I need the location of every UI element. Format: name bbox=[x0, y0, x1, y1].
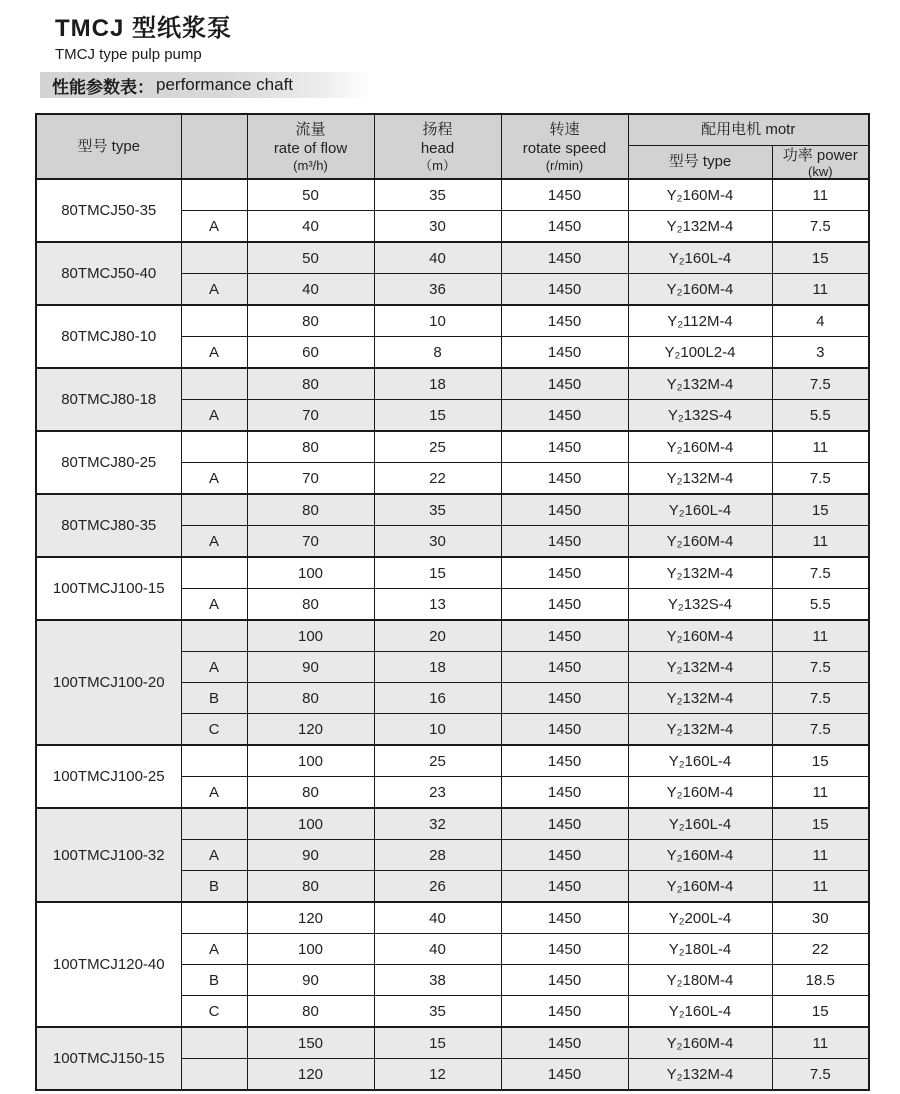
motor-cell: Y₂160M-4 bbox=[628, 620, 772, 652]
flow-cell: 80 bbox=[247, 871, 374, 903]
flow-cell: 80 bbox=[247, 494, 374, 526]
power-cell: 5.5 bbox=[772, 589, 869, 621]
power-cell: 15 bbox=[772, 242, 869, 274]
model-cell: 100TMCJ100-32 bbox=[36, 808, 181, 902]
col-header-motor-model: 型号 type bbox=[628, 146, 772, 180]
model-cell: 80TMCJ80-18 bbox=[36, 368, 181, 431]
head-cell: 22 bbox=[374, 463, 501, 495]
variant-cell bbox=[181, 808, 247, 840]
flow-cell: 120 bbox=[247, 1059, 374, 1091]
flow-cell: 80 bbox=[247, 368, 374, 400]
flow-cell: 80 bbox=[247, 777, 374, 809]
power-cell: 7.5 bbox=[772, 1059, 869, 1091]
col-header-motor-group: 配用电机 motr bbox=[628, 114, 869, 146]
motor-cell: Y₂160L-4 bbox=[628, 808, 772, 840]
flow-cell: 70 bbox=[247, 463, 374, 495]
col-header-variant bbox=[181, 114, 247, 179]
table-row bbox=[36, 902, 869, 934]
head-cell: 15 bbox=[374, 400, 501, 432]
header-row-1 bbox=[36, 114, 869, 146]
power-cell: 30 bbox=[772, 902, 869, 934]
power-cell: 15 bbox=[772, 494, 869, 526]
power-cell: 11 bbox=[772, 840, 869, 871]
head-cell: 35 bbox=[374, 179, 501, 211]
head-cell: 10 bbox=[374, 305, 501, 337]
speed-cell: 1450 bbox=[501, 808, 628, 840]
power-cell: 22 bbox=[772, 934, 869, 965]
flow-cell: 120 bbox=[247, 902, 374, 934]
head-cell: 26 bbox=[374, 871, 501, 903]
model-cell: 100TMCJ120-40 bbox=[36, 902, 181, 1027]
head-header-zh: 扬程 bbox=[422, 120, 453, 138]
speed-cell: 1450 bbox=[501, 1059, 628, 1091]
head-cell: 23 bbox=[374, 777, 501, 809]
power-cell: 7.5 bbox=[772, 463, 869, 495]
flow-cell: 70 bbox=[247, 400, 374, 432]
power-cell: 7.5 bbox=[772, 683, 869, 714]
section-title-en: performance chaft bbox=[156, 75, 294, 94]
power-cell: 7.5 bbox=[772, 211, 869, 243]
flow-cell: 100 bbox=[247, 745, 374, 777]
head-cell: 20 bbox=[374, 620, 501, 652]
power-cell: 11 bbox=[772, 274, 869, 306]
speed-cell: 1450 bbox=[501, 934, 628, 965]
head-cell: 18 bbox=[374, 652, 501, 683]
variant-cell: A bbox=[181, 337, 247, 369]
power-cell: 7.5 bbox=[772, 368, 869, 400]
motor-cell: Y₂160M-4 bbox=[628, 431, 772, 463]
head-cell: 10 bbox=[374, 714, 501, 746]
power-cell: 11 bbox=[772, 620, 869, 652]
speed-cell: 1450 bbox=[501, 745, 628, 777]
motor-cell: Y₂132M-4 bbox=[628, 557, 772, 589]
flow-cell: 90 bbox=[247, 652, 374, 683]
flow-cell: 80 bbox=[247, 996, 374, 1028]
motor-cell: Y₂200L-4 bbox=[628, 902, 772, 934]
table-row bbox=[36, 557, 869, 589]
flow-cell: 100 bbox=[247, 620, 374, 652]
flow-cell: 80 bbox=[247, 683, 374, 714]
flow-cell: 50 bbox=[247, 242, 374, 274]
flow-cell: 100 bbox=[247, 934, 374, 965]
speed-cell: 1450 bbox=[501, 1027, 628, 1059]
motor-cell: Y₂180M-4 bbox=[628, 965, 772, 996]
motor-cell: Y₂160L-4 bbox=[628, 242, 772, 274]
power-cell: 5.5 bbox=[772, 400, 869, 432]
speed-cell: 1450 bbox=[501, 211, 628, 243]
motor-cell: Y₂132S-4 bbox=[628, 400, 772, 432]
variant-cell: A bbox=[181, 589, 247, 621]
variant-cell: A bbox=[181, 274, 247, 306]
power-header-unit: (kw) bbox=[807, 163, 833, 179]
variant-cell bbox=[181, 431, 247, 463]
head-cell: 25 bbox=[374, 745, 501, 777]
speed-cell: 1450 bbox=[501, 683, 628, 714]
variant-cell: C bbox=[181, 714, 247, 746]
table-header bbox=[36, 114, 869, 179]
model-cell: 80TMCJ80-10 bbox=[36, 305, 181, 368]
head-cell: 40 bbox=[374, 902, 501, 934]
model-cell: 100TMCJ100-15 bbox=[36, 557, 181, 620]
motor-cell: Y₂160M-4 bbox=[628, 526, 772, 558]
flow-cell: 80 bbox=[247, 305, 374, 337]
variant-cell bbox=[181, 1059, 247, 1091]
variant-cell: A bbox=[181, 777, 247, 809]
power-cell: 15 bbox=[772, 996, 869, 1028]
speed-cell: 1450 bbox=[501, 871, 628, 903]
flow-cell: 40 bbox=[247, 211, 374, 243]
speed-cell: 1450 bbox=[501, 337, 628, 369]
flow-cell: 80 bbox=[247, 431, 374, 463]
power-cell: 7.5 bbox=[772, 652, 869, 683]
variant-cell: B bbox=[181, 683, 247, 714]
speed-header-unit: (r/min) bbox=[545, 157, 584, 173]
power-header-label: 功率 power bbox=[782, 147, 858, 165]
power-cell: 4 bbox=[772, 305, 869, 337]
variant-cell: A bbox=[181, 526, 247, 558]
variant-cell bbox=[181, 179, 247, 211]
motor-cell: Y₂160M-4 bbox=[628, 274, 772, 306]
power-cell: 15 bbox=[772, 808, 869, 840]
catalog-page bbox=[0, 8, 900, 1094]
variant-cell: C bbox=[181, 996, 247, 1028]
model-cell: 80TMCJ80-25 bbox=[36, 431, 181, 494]
speed-cell: 1450 bbox=[501, 620, 628, 652]
speed-cell: 1450 bbox=[501, 996, 628, 1028]
table-row bbox=[36, 179, 869, 211]
col-header-head bbox=[374, 114, 501, 179]
head-cell: 40 bbox=[374, 242, 501, 274]
speed-cell: 1450 bbox=[501, 431, 628, 463]
motor-cell: Y₂132S-4 bbox=[628, 589, 772, 621]
variant-cell: B bbox=[181, 965, 247, 996]
head-cell: 38 bbox=[374, 965, 501, 996]
table-row bbox=[36, 745, 869, 777]
motor-cell: Y₂180L-4 bbox=[628, 934, 772, 965]
page-subtitle: TMCJ type pulp pump bbox=[55, 46, 202, 63]
motor-cell: Y₂160L-4 bbox=[628, 996, 772, 1028]
head-cell: 40 bbox=[374, 934, 501, 965]
flow-cell: 100 bbox=[247, 808, 374, 840]
motor-cell: Y₂132M-4 bbox=[628, 368, 772, 400]
col-header-motor-power bbox=[772, 146, 869, 180]
head-cell: 16 bbox=[374, 683, 501, 714]
model-cell: 80TMCJ50-40 bbox=[36, 242, 181, 305]
variant-cell bbox=[181, 620, 247, 652]
motor-cell: Y₂132M-4 bbox=[628, 714, 772, 746]
speed-cell: 1450 bbox=[501, 652, 628, 683]
motor-cell: Y₂160L-4 bbox=[628, 494, 772, 526]
variant-cell: A bbox=[181, 934, 247, 965]
table-row bbox=[36, 808, 869, 840]
table-row bbox=[36, 368, 869, 400]
speed-cell: 1450 bbox=[501, 463, 628, 495]
speed-cell: 1450 bbox=[501, 368, 628, 400]
head-cell: 15 bbox=[374, 1027, 501, 1059]
speed-cell: 1450 bbox=[501, 242, 628, 274]
model-cell: 80TMCJ50-35 bbox=[36, 179, 181, 242]
power-cell: 11 bbox=[772, 526, 869, 558]
power-cell: 11 bbox=[772, 431, 869, 463]
head-cell: 15 bbox=[374, 557, 501, 589]
speed-cell: 1450 bbox=[501, 777, 628, 809]
head-cell: 30 bbox=[374, 526, 501, 558]
motor-cell: Y₂160M-4 bbox=[628, 179, 772, 211]
head-cell: 8 bbox=[374, 337, 501, 369]
table-row bbox=[36, 431, 869, 463]
speed-cell: 1450 bbox=[501, 965, 628, 996]
speed-cell: 1450 bbox=[501, 400, 628, 432]
variant-cell: A bbox=[181, 463, 247, 495]
speed-cell: 1450 bbox=[501, 305, 628, 337]
speed-cell: 1450 bbox=[501, 902, 628, 934]
section-header-bar bbox=[40, 72, 370, 98]
flow-cell: 80 bbox=[247, 589, 374, 621]
power-cell: 3 bbox=[772, 337, 869, 369]
flow-header-zh: 流量 bbox=[295, 120, 326, 138]
model-cell: 100TMCJ100-25 bbox=[36, 745, 181, 808]
variant-cell: B bbox=[181, 871, 247, 903]
flow-cell: 150 bbox=[247, 1027, 374, 1059]
power-cell: 15 bbox=[772, 745, 869, 777]
page-title: TMCJ 型纸浆泵 bbox=[55, 15, 232, 42]
table-row bbox=[36, 242, 869, 274]
power-cell: 7.5 bbox=[772, 557, 869, 589]
flow-header-unit: (m³/h) bbox=[293, 157, 328, 173]
speed-cell: 1450 bbox=[501, 494, 628, 526]
head-cell: 36 bbox=[374, 274, 501, 306]
power-cell: 11 bbox=[772, 777, 869, 809]
variant-cell: A bbox=[181, 840, 247, 871]
speed-cell: 1450 bbox=[501, 179, 628, 211]
speed-cell: 1450 bbox=[501, 589, 628, 621]
speed-cell: 1450 bbox=[501, 274, 628, 306]
head-cell: 28 bbox=[374, 840, 501, 871]
motor-cell: Y₂132M-4 bbox=[628, 463, 772, 495]
table-row bbox=[36, 305, 869, 337]
variant-cell: A bbox=[181, 400, 247, 432]
power-cell: 7.5 bbox=[772, 714, 869, 746]
motor-cell: Y₂160M-4 bbox=[628, 1027, 772, 1059]
speed-cell: 1450 bbox=[501, 526, 628, 558]
variant-cell: A bbox=[181, 211, 247, 243]
variant-cell: A bbox=[181, 652, 247, 683]
motor-cell: Y₂132M-4 bbox=[628, 1059, 772, 1091]
model-cell: 100TMCJ150-15 bbox=[36, 1027, 181, 1090]
head-cell: 32 bbox=[374, 808, 501, 840]
flow-cell: 90 bbox=[247, 965, 374, 996]
head-header-en: head bbox=[420, 140, 455, 158]
power-cell: 18.5 bbox=[772, 965, 869, 996]
head-cell: 30 bbox=[374, 211, 501, 243]
table-body bbox=[36, 179, 869, 1090]
flow-cell: 90 bbox=[247, 840, 374, 871]
motor-cell: Y₂132M-4 bbox=[628, 652, 772, 683]
table-row bbox=[36, 1027, 869, 1059]
speed-cell: 1450 bbox=[501, 840, 628, 871]
flow-cell: 50 bbox=[247, 179, 374, 211]
head-cell: 35 bbox=[374, 494, 501, 526]
flow-cell: 40 bbox=[247, 274, 374, 306]
model-cell: 80TMCJ80-35 bbox=[36, 494, 181, 557]
power-cell: 11 bbox=[772, 871, 869, 903]
variant-cell bbox=[181, 745, 247, 777]
flow-cell: 120 bbox=[247, 714, 374, 746]
flow-cell: 70 bbox=[247, 526, 374, 558]
variant-cell bbox=[181, 902, 247, 934]
motor-cell: Y₂112M-4 bbox=[628, 305, 772, 337]
motor-cell: Y₂160M-4 bbox=[628, 871, 772, 903]
motor-cell: Y₂160M-4 bbox=[628, 840, 772, 871]
table-row bbox=[36, 620, 869, 652]
flow-cell: 100 bbox=[247, 557, 374, 589]
variant-cell bbox=[181, 1027, 247, 1059]
performance-table bbox=[35, 113, 870, 1091]
col-header-flow bbox=[247, 114, 374, 179]
motor-cell: Y₂160M-4 bbox=[628, 777, 772, 809]
model-cell: 100TMCJ100-20 bbox=[36, 620, 181, 745]
motor-cell: Y₂132M-4 bbox=[628, 211, 772, 243]
section-title-zh: 性能参数表： bbox=[52, 77, 154, 97]
variant-cell bbox=[181, 305, 247, 337]
power-cell: 11 bbox=[772, 1027, 869, 1059]
speed-cell: 1450 bbox=[501, 714, 628, 746]
table-row bbox=[36, 494, 869, 526]
variant-cell bbox=[181, 368, 247, 400]
power-cell: 11 bbox=[772, 179, 869, 211]
speed-header-zh: 转速 bbox=[549, 120, 580, 138]
head-cell: 35 bbox=[374, 996, 501, 1028]
motor-cell: Y₂132M-4 bbox=[628, 683, 772, 714]
head-header-unit: （m） bbox=[419, 157, 456, 173]
variant-cell bbox=[181, 494, 247, 526]
variant-cell bbox=[181, 242, 247, 274]
flow-header-en: rate of flow bbox=[273, 140, 348, 158]
speed-cell: 1450 bbox=[501, 557, 628, 589]
variant-cell bbox=[181, 557, 247, 589]
col-header-speed bbox=[501, 114, 628, 179]
motor-cell: Y₂100L2-4 bbox=[628, 337, 772, 369]
flow-cell: 60 bbox=[247, 337, 374, 369]
head-cell: 25 bbox=[374, 431, 501, 463]
head-cell: 13 bbox=[374, 589, 501, 621]
head-cell: 12 bbox=[374, 1059, 501, 1091]
motor-cell: Y₂160L-4 bbox=[628, 745, 772, 777]
head-cell: 18 bbox=[374, 368, 501, 400]
col-header-model: 型号 type bbox=[36, 114, 181, 179]
speed-header-en: rotate speed bbox=[522, 140, 607, 158]
